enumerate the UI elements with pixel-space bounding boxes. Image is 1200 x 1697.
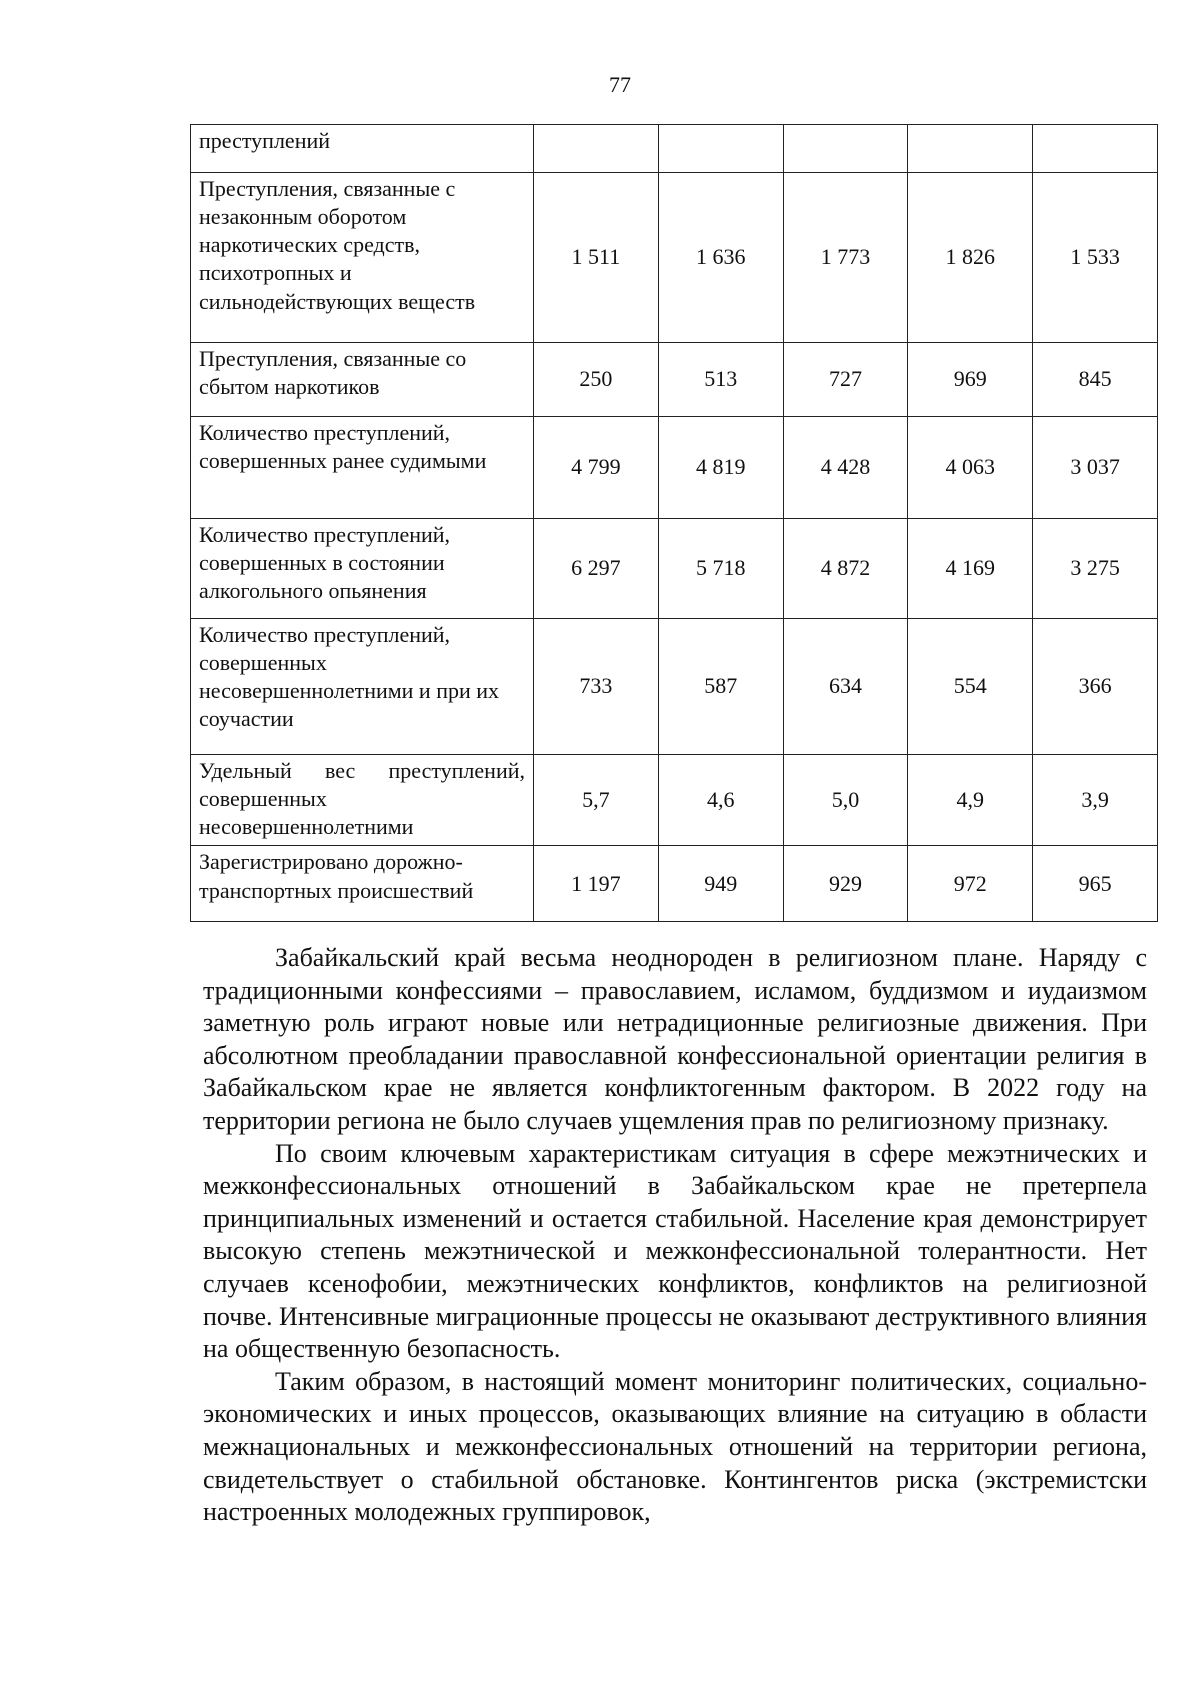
table-cell: 634 [783, 619, 908, 755]
table-cell: 250 [534, 343, 659, 417]
table-cell: 1 533 [1033, 173, 1158, 343]
table-cell: 4 428 [783, 417, 908, 519]
table-cell [783, 125, 908, 173]
table-cell: 965 [1033, 846, 1158, 922]
table-cell: 1 826 [908, 173, 1033, 343]
row-label: Зарегистрировано дорожно-транспортных происшествий [191, 846, 534, 922]
table-cell: 4 819 [658, 417, 783, 519]
table-row [191, 755, 1158, 846]
page-number: 77 [609, 72, 631, 97]
table-cell: 727 [783, 343, 908, 417]
table-cell: 4 799 [534, 417, 659, 519]
statistics-table [190, 124, 1158, 922]
table-cell: 513 [658, 343, 783, 417]
row-label: Количество преступлений, совершенных в состоянии алкогольного опьянения [191, 519, 534, 619]
table-cell: 5 718 [658, 519, 783, 619]
table-cell: 6 297 [534, 519, 659, 619]
table-row [191, 417, 1158, 519]
row-label: Количество преступлений, совершенных ранее судимыми [191, 417, 534, 519]
row-label: Удельный вес преступлений, совершенных несовершеннолетними [191, 755, 534, 846]
table-cell: 4 872 [783, 519, 908, 619]
row-label: Преступления, связанные с незаконным оборотом наркотических средств, психотропных и сильнодействующих веществ [191, 173, 534, 343]
table-cell [908, 125, 1033, 173]
table-cell: 4,6 [658, 755, 783, 846]
table-cell: 3,9 [1033, 755, 1158, 846]
table-cell [658, 125, 783, 173]
table-cell: 1 197 [534, 846, 659, 922]
paragraph: По своим ключевым характеристикам ситуация в сфере межэтнических и межконфессиональных отношений в Забайкальском крае не претерпела принципиальных изменений и остается стабильной. Население края демонстрирует высокую степень межэтнической и межконфессиональной толерантности. Нет случаев ксенофобии, межэтнических конфликтов, конфликтов на религиозной почве. Интенсивные миграционные процессы не оказывают деструктивного влияния на общественную безопасность. [203, 1138, 1147, 1364]
table-cell [1033, 125, 1158, 173]
table-cell: 4 169 [908, 519, 1033, 619]
table-row [191, 173, 1158, 343]
table-cell: 4,9 [908, 755, 1033, 846]
table-row [191, 343, 1158, 417]
table-row [191, 619, 1158, 755]
table-cell: 972 [908, 846, 1033, 922]
table-cell: 4 063 [908, 417, 1033, 519]
row-label: Количество преступлений, совершенных несовершеннолетними и при их соучастии [191, 619, 534, 755]
table-cell: 5,7 [534, 755, 659, 846]
row-label: Преступления, связанные со сбытом наркотиков [191, 343, 534, 417]
table-row [191, 846, 1158, 922]
table-cell: 845 [1033, 343, 1158, 417]
table-cell: 587 [658, 619, 783, 755]
paragraph: Забайкальский край весьма неоднороден в религиозном плане. Наряду с традиционными конфессиями – православием, исламом, буддизмом и иудаизмом заметную роль играют новые или нетрадиционные религиозные движения. При абсолютном преобладании православной конфессиональной ориентации религия в Забайкальском крае не является конфликтогенным фактором. В 2022 году на территории региона не было случаев ущемления прав по религиозному признаку. [203, 943, 1147, 1135]
body-text [203, 942, 1147, 1529]
table-cell: 5,0 [783, 755, 908, 846]
paragraph: Таким образом, в настоящий момент мониторинг политических, социально-экономических и иных процессов, оказывающих влияние на ситуацию в области межнациональных и межконфессиональных отношений на территории региона, свидетельствует о стабильной обстановке. Контингентов риска (экстремистски настроенных молодежных группировок, [203, 1366, 1147, 1527]
table-cell: 969 [908, 343, 1033, 417]
table-cell: 949 [658, 846, 783, 922]
table-row [191, 125, 1158, 173]
table-cell: 1 511 [534, 173, 659, 343]
table-cell: 733 [534, 619, 659, 755]
table-cell: 1 773 [783, 173, 908, 343]
table-cell: 554 [908, 619, 1033, 755]
table-row [191, 519, 1158, 619]
table-cell: 3 275 [1033, 519, 1158, 619]
table-cell: 366 [1033, 619, 1158, 755]
table-cell: 1 636 [658, 173, 783, 343]
row-label: преступлений [191, 125, 534, 173]
table-cell [534, 125, 659, 173]
table-cell: 3 037 [1033, 417, 1158, 519]
table-cell: 929 [783, 846, 908, 922]
